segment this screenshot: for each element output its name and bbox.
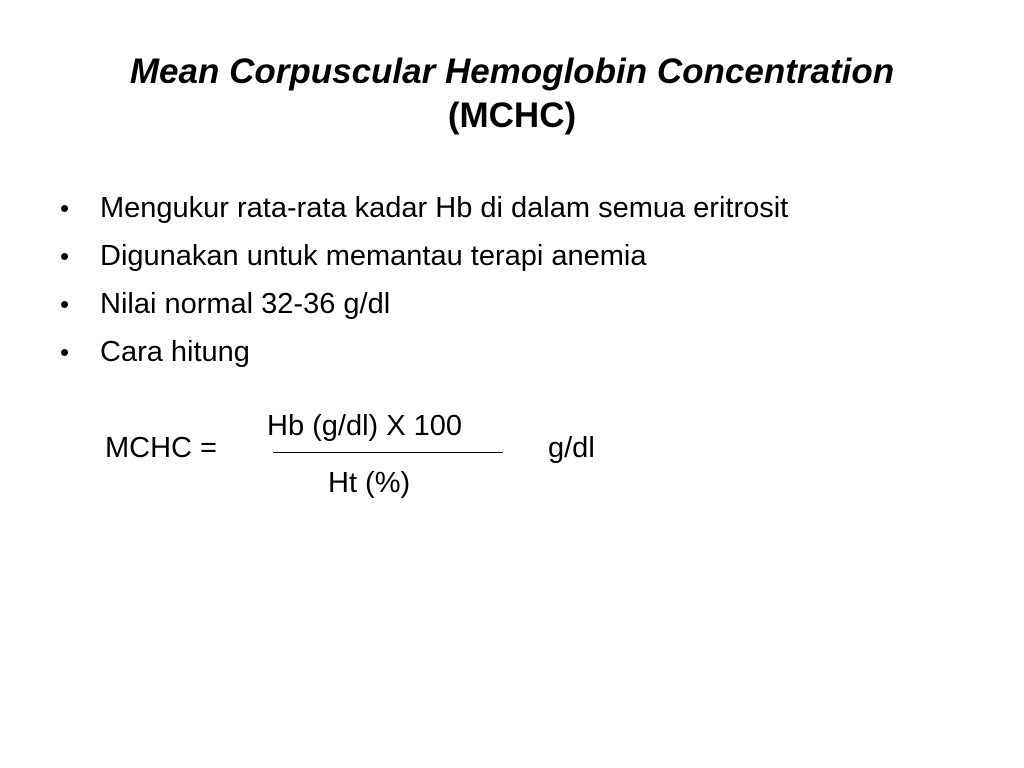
bullet-marker: • xyxy=(60,289,70,319)
formula-lhs: MCHC = xyxy=(105,432,217,464)
bullet-marker: • xyxy=(60,241,70,271)
slide-title-line-1: Mean Corpuscular Hemoglobin Concentration xyxy=(129,52,895,91)
bullet-marker: • xyxy=(60,337,70,367)
bullet-text: Mengukur rata-rata kadar Hb di dalam semua eritrosit xyxy=(100,192,789,224)
formula-unit: g/dl xyxy=(548,432,595,464)
bullet-text: Nilai normal 32-36 g/dl xyxy=(100,288,391,320)
bullet-text: Cara hitung xyxy=(100,336,250,368)
bullet-marker: • xyxy=(60,193,70,223)
bullet-text: Digunakan untuk memantau terapi anemia xyxy=(100,240,647,272)
formula-numerator: Hb (g/dl) X 100 xyxy=(267,410,463,442)
fraction-bar xyxy=(273,452,503,453)
formula-denominator: Ht (%) xyxy=(328,467,411,499)
slide-title-line-2: (MCHC) xyxy=(447,96,577,135)
